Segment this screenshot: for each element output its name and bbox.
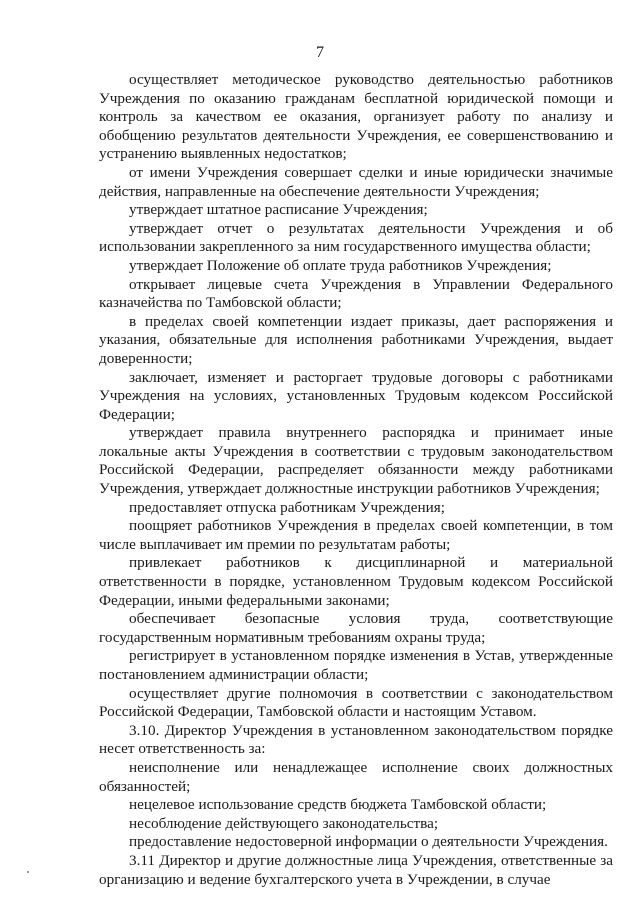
paragraph-section-3-10: 3.10. Директор Учреждения в установленном законодательством порядке несет ответственность за: — [99, 721, 613, 758]
paragraph-bonuses: поощряет работников Учреждения в пределах своей компетенции, в том числе выплачивает им премии по результатам работы; — [99, 517, 613, 553]
paragraph-report-approval: утверждает отчет о результатах деятельности Учреждения и об использовании закрепленного за ним государственного имущества области; — [99, 219, 613, 256]
paragraph-transactions: от имени Учреждения совершает сделки и иные юридически значимые действия, направленные на обеспечение деятельности Учреждения; — [99, 163, 613, 200]
paragraph-pay-regulation: утверждает Положение об оплате труда работников Учреждения; — [129, 256, 552, 274]
paragraph-misuse-funds: нецелевое использование средств бюджета Тамбовской области; — [129, 796, 547, 814]
paragraph-charter-changes: регистрирует в установленном порядке изменения в Устав, утвержденные постановлением администрации области; — [99, 647, 613, 683]
paragraph-section-3-11: 3.11 Директор и другие должностные лица Учреждения, ответственные за организацию и ведение бухгалтерского учета в Учреждении, в случае — [99, 851, 613, 888]
paragraph-methodical-guidance: осуществляет методическое руководство деятельностью работников Учреждения по оказанию гражданам бесплатной юридической помощи и контроль за качеством ее оказания, организует работу по анализу и обобщению результатов деятельности Учреждения, ее совершенствованию и устранению выявленных недостатков; — [99, 71, 613, 163]
paragraph-other-powers: осуществляет другие полномочия в соответствии с законодательством Российской Федерации, Тамбовской области и настоящим Уставом. — [99, 684, 613, 721]
paragraph-internal-rules: утверждает правила внутреннего распорядка и принимает иные локальные акты Учреждения в соответствии с трудовым законодательством Российской Федерации, распределяет обязанности между работниками Учреждения, утверждает должностные инструкции работников Учреждения; — [99, 424, 613, 498]
paragraph-non-compliance: несоблюдение действующего законодательства; — [129, 814, 439, 832]
paragraph-liability: привлекает работников к дисциплинарной и материальной ответственности в порядке, установленном Трудовым кодексом Российской Федерации, иными федеральными законами; — [99, 554, 613, 609]
page-number: 7 — [316, 44, 324, 61]
paragraph-staff-schedule: утверждает штатное расписание Учреждения; — [129, 201, 428, 219]
paragraph-orders: в пределах своей компетенции издает приказы, дает распоряжения и указания, обязательные для исполнения работниками Учреждения, выдает доверенности; — [99, 312, 613, 367]
paragraph-safety: обеспечивает безопасные условия труда, соответствующие государственным нормативным требованиям охраны труда; — [99, 610, 613, 646]
paragraph-accounts: открывает лицевые счета Учреждения в Управлении Федерального казначейства по Тамбовской области; — [99, 275, 613, 312]
scan-speck — [27, 871, 29, 873]
paragraph-vacations: предоставляет отпуска работникам Учреждения; — [129, 498, 445, 516]
paragraph-false-information: предоставление недостоверной информации о деятельности Учреждения. — [129, 833, 608, 851]
paragraph-non-performance: неисполнение или ненадлежащее исполнение своих должностных обязанностей; — [99, 758, 613, 795]
document-body — [99, 71, 613, 889]
paragraph-labor-contracts: заключает, изменяет и расторгает трудовые договоры с работниками Учреждения на условиях, установленных Трудовым кодексом Российской Федерации; — [99, 368, 613, 423]
